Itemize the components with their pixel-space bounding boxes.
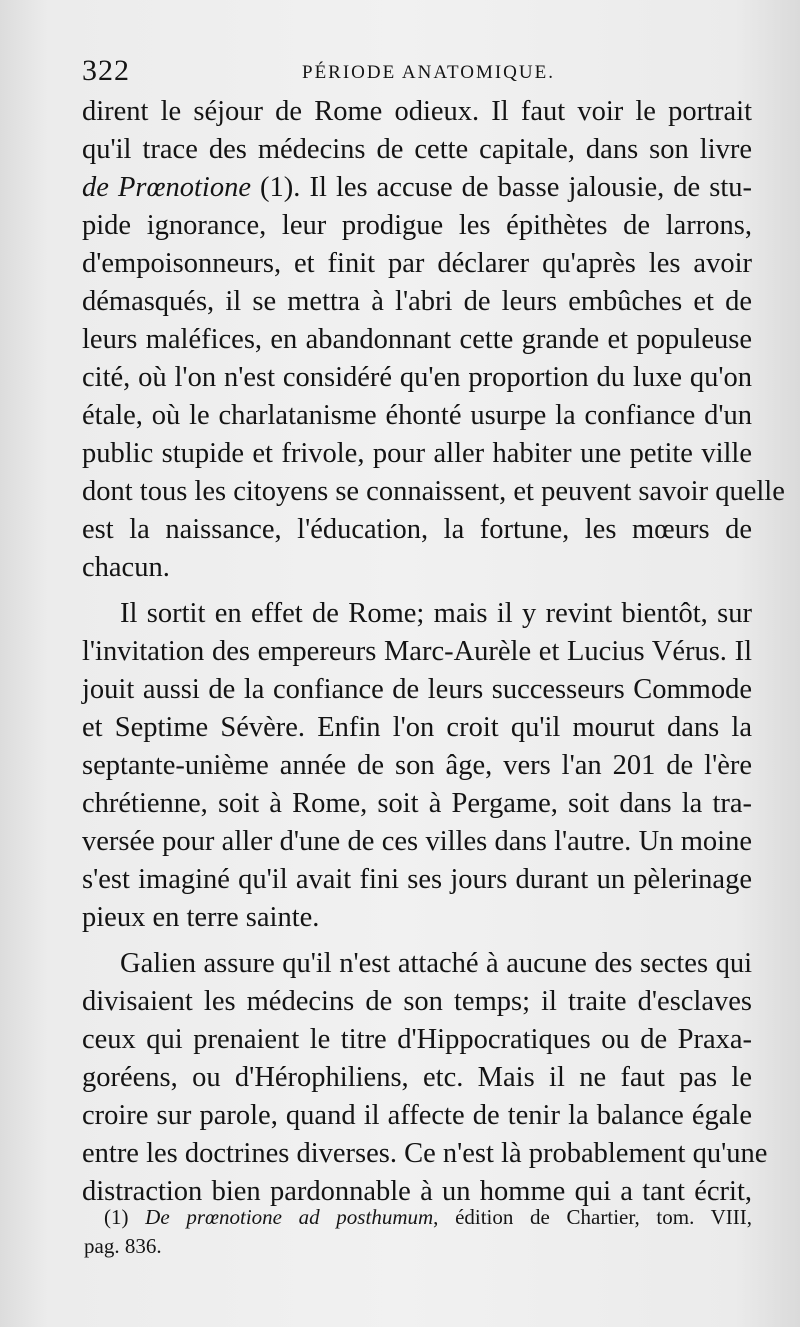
footnote: [84, 1203, 753, 1261]
text-line: versée pour aller d'une de ces villes dans l'autre. Un moine: [82, 826, 752, 857]
paragraph: [82, 595, 752, 937]
text-line: divisaient les médecins de son temps; il traite d'esclaves: [82, 986, 752, 1017]
footnote-line: [104, 1203, 752, 1232]
text-line: leurs maléfices, en abandonnant cette grande et populeuse: [82, 324, 752, 355]
text-line: dont tous les citoyens se connaissent, et peuvent savoir quelle: [82, 476, 785, 507]
text-line: étale, où le charlatanisme éhonté usurpe la confiance d'un: [82, 400, 752, 431]
text-line: pide ignorance, leur prodigue les épithètes de larrons,: [82, 210, 752, 241]
running-head: PÉRIODE ANATOMIQUE.: [302, 62, 555, 83]
text-line: cité, où l'on n'est considéré qu'en proportion du luxe qu'on: [82, 362, 752, 393]
text-line-rest: (1). Il les accuse de basse jalousie, de stu-: [260, 172, 752, 203]
text-line: Galien assure qu'il n'est attaché à aucune des sectes qui: [120, 948, 752, 979]
text-line: s'est imaginé qu'il avait fini ses jours durant un pèlerinage: [82, 864, 752, 895]
text-line: pieux en terre sainte.: [82, 902, 320, 933]
page-header: [82, 52, 762, 88]
footnote-text: , édition de Chartier, tom. VIII,: [433, 1205, 753, 1229]
text-line: d'empoisonneurs, et finit par déclarer qu'après les avoir: [82, 248, 752, 279]
footnote-title: De prœnotione ad posthumum: [145, 1205, 434, 1229]
footnote-continuation: pag. 836.: [84, 1234, 162, 1258]
body-text: [82, 93, 785, 1211]
text-line: démasqués, il se mettra à l'abri de leurs embûches et de: [82, 286, 752, 317]
text-line: chacun.: [82, 552, 170, 583]
footnote-marker: (1): [104, 1205, 129, 1229]
text-line: entre les doctrines diverses. Ce n'est là probablement qu'une: [82, 1138, 768, 1169]
text-line: dirent le séjour de Rome odieux. Il faut voir le portrait: [82, 96, 752, 127]
text-line: Il sortit en effet de Rome; mais il y revint bientôt, sur: [120, 598, 752, 629]
text-line: et Septime Sévère. Enfin l'on croit qu'il mourut dans la: [82, 712, 752, 743]
text-line: l'invitation des empereurs Marc-Aurèle et Lucius Vérus. Il: [82, 636, 752, 667]
page-number: 322: [82, 54, 130, 87]
text-line: est la naissance, l'éducation, la fortune, les mœurs de: [82, 514, 752, 545]
text-line: jouit aussi de la confiance de leurs successeurs Commode: [82, 674, 752, 705]
text-line: chrétienne, soit à Rome, soit à Pergame, soit dans la tra-: [82, 788, 752, 819]
paragraph: [82, 93, 785, 587]
text-line: [82, 169, 752, 207]
text-line: septante-unième année de son âge, vers l'an 201 de l'ère: [82, 750, 752, 781]
book-title: de Prœnotione: [82, 172, 251, 203]
paragraph: [82, 945, 768, 1211]
text-line: croire sur parole, quand il affecte de tenir la balance égale: [82, 1100, 752, 1131]
text-line: goréens, ou d'Hérophiliens, etc. Mais il ne faut pas le: [82, 1062, 752, 1093]
text-line: qu'il trace des médecins de cette capitale, dans son livre: [82, 134, 752, 165]
text-line: distraction bien pardonnable à un homme qui a tant écrit,: [82, 1176, 752, 1207]
text-line: ceux qui prenaient le titre d'Hippocratiques ou de Praxa-: [82, 1024, 752, 1055]
text-line: public stupide et frivole, pour aller habiter une petite ville: [82, 438, 752, 469]
